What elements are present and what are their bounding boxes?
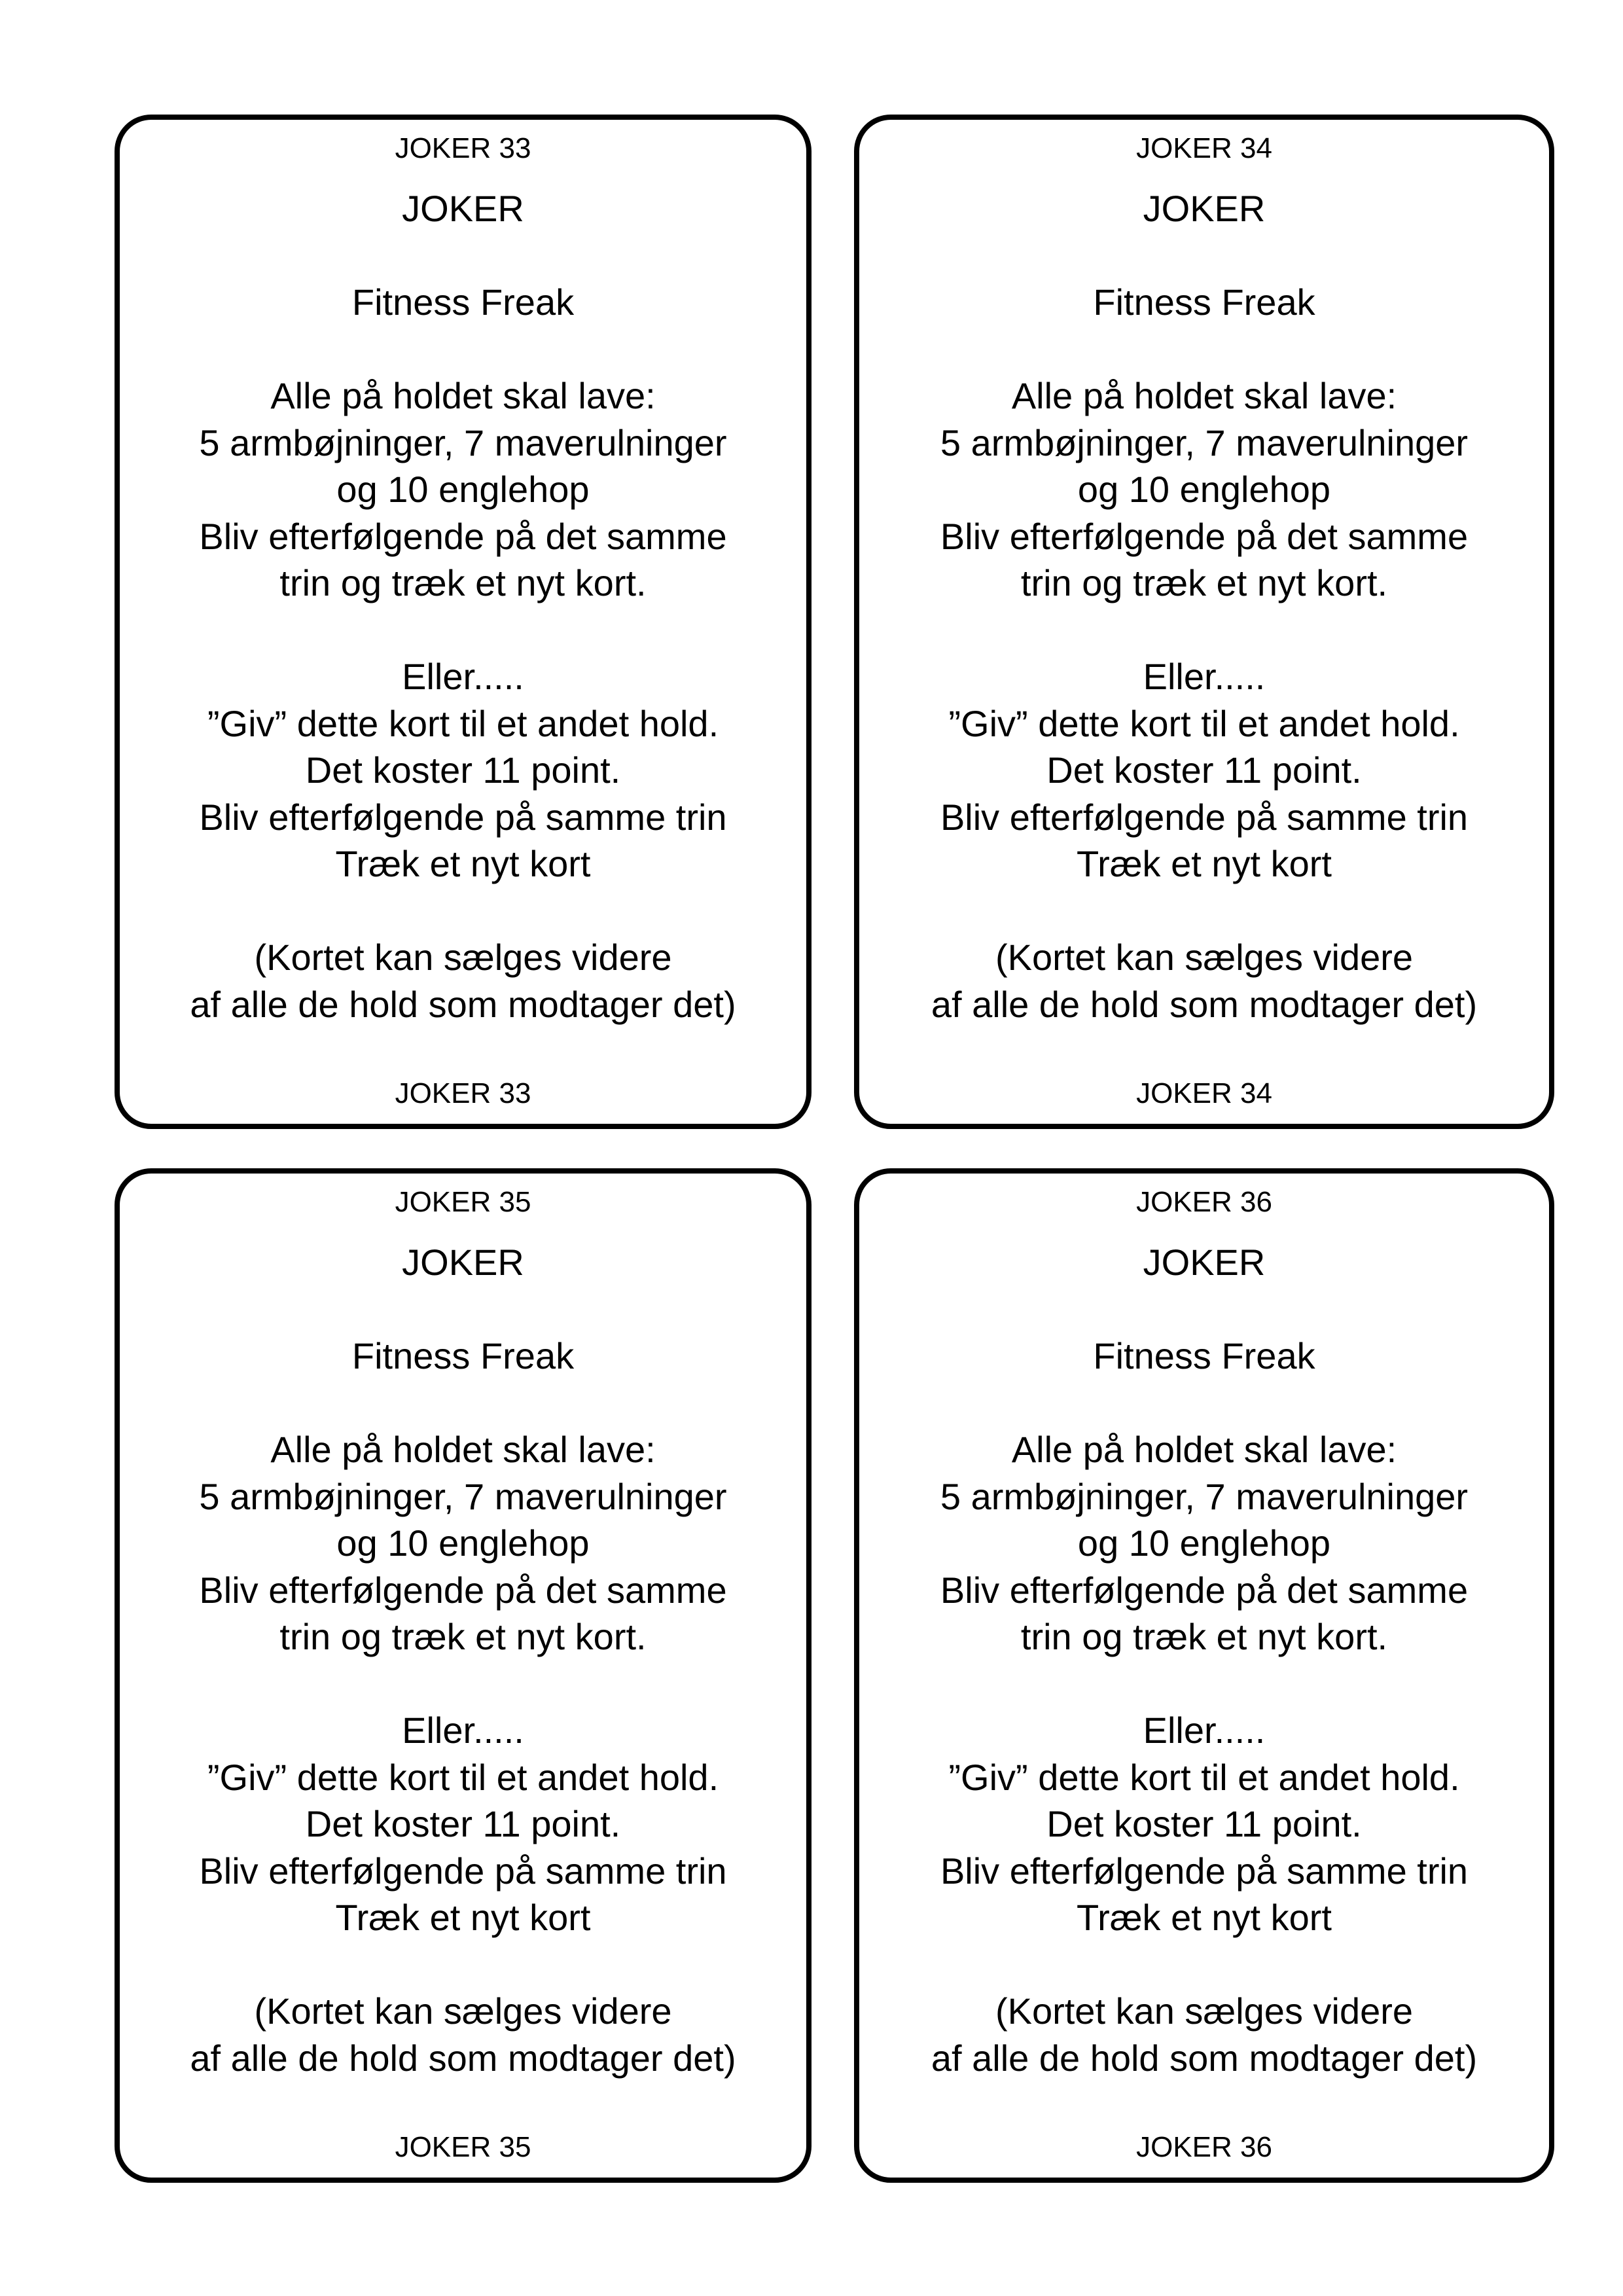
- joker-card: [115, 1168, 812, 2183]
- card-text-line: 5 armbøjninger, 7 maverulninger: [940, 422, 1469, 463]
- card-text-line: og 10 englehop: [1077, 1522, 1331, 1564]
- card-text-line: 5 armbøjninger, 7 maverulninger: [940, 1475, 1469, 1517]
- card-text-line: Træk et nyt kort: [1076, 843, 1332, 884]
- joker-card: [115, 115, 812, 1129]
- card-text-line: JOKER: [1143, 1242, 1266, 1283]
- card-text-line: JOKER: [402, 1242, 524, 1283]
- card-body: [859, 185, 1549, 1028]
- card-text-line: Bliv efterfølgende på samme trin: [940, 1850, 1469, 1892]
- card-text-line: JOKER: [402, 188, 524, 229]
- card-body: [120, 185, 806, 1028]
- blank-line: [120, 1941, 806, 1988]
- blank-line: [120, 326, 806, 373]
- card-text-line: ”Giv” dette kort til et andet hold.: [207, 702, 719, 744]
- joker-card: [854, 115, 1554, 1129]
- card-text-line: Det koster 11 point.: [305, 1803, 621, 1844]
- card-text-line: og 10 englehop: [336, 1522, 590, 1564]
- blank-line: [120, 1380, 806, 1427]
- card-text-line: trin og træk et nyt kort.: [1020, 1616, 1388, 1657]
- card-text-line: Bliv efterfølgende på samme trin: [199, 796, 727, 838]
- card-text-line: Bliv efterfølgende på det samme: [199, 515, 727, 557]
- card-text-line: ”Giv” dette kort til et andet hold.: [948, 1756, 1460, 1798]
- card-id-bottom: JOKER 36: [1136, 2131, 1272, 2163]
- blank-line: [859, 888, 1549, 935]
- card-text-line: Alle på holdet skal lave:: [270, 1429, 656, 1470]
- card-id-top: JOKER 36: [1136, 1186, 1272, 1218]
- card-text-line: ”Giv” dette kort til et andet hold.: [948, 702, 1460, 744]
- card-id-top: JOKER 33: [395, 132, 531, 164]
- card-text-line: af alle de hold som modtager det): [931, 2037, 1478, 2079]
- blank-line: [859, 1380, 1549, 1427]
- card-text-line: Eller.....: [402, 1710, 524, 1751]
- card-id-top: JOKER 34: [1136, 132, 1272, 164]
- blank-line: [859, 1286, 1549, 1333]
- blank-line: [859, 326, 1549, 373]
- card-id-bottom: JOKER 35: [395, 2131, 531, 2163]
- card-text-line: (Kortet kan sælges videre: [254, 1990, 672, 2032]
- blank-line: [120, 232, 806, 279]
- card-text-line: Eller.....: [1143, 656, 1266, 697]
- blank-line: [120, 607, 806, 654]
- card-text-line: Fitness Freak: [1093, 1335, 1315, 1376]
- card-text-line: Det koster 11 point.: [305, 749, 621, 791]
- card-text-line: (Kortet kan sælges videre: [995, 1990, 1414, 2032]
- card-text-line: Fitness Freak: [351, 281, 575, 323]
- card-body: [120, 1239, 806, 2081]
- card-text-line: af alle de hold som modtager det): [190, 983, 736, 1025]
- blank-line: [859, 1660, 1549, 1708]
- card-text-line: ”Giv” dette kort til et andet hold.: [207, 1756, 719, 1798]
- card-id-bottom: JOKER 34: [1136, 1077, 1272, 1109]
- card-text-line: Bliv efterfølgende på samme trin: [199, 1850, 727, 1892]
- blank-line: [120, 888, 806, 935]
- card-text-line: af alle de hold som modtager det): [931, 983, 1478, 1025]
- card-body: [859, 1239, 1549, 2081]
- card-text-line: Det koster 11 point.: [1046, 749, 1362, 791]
- card-text-line: Træk et nyt kort: [335, 843, 591, 884]
- card-text-line: Det koster 11 point.: [1046, 1803, 1362, 1844]
- card-text-line: Bliv efterfølgende på det samme: [940, 1569, 1469, 1611]
- card-text-line: (Kortet kan sælges videre: [995, 937, 1414, 978]
- card-text-line: Bliv efterfølgende på det samme: [199, 1569, 727, 1611]
- card-text-line: Træk et nyt kort: [1076, 1897, 1332, 1938]
- card-text-line: Fitness Freak: [351, 1335, 575, 1376]
- card-text-line: trin og træk et nyt kort.: [279, 562, 647, 603]
- card-text-line: Alle på holdet skal lave:: [1011, 1429, 1397, 1470]
- card-text-line: trin og træk et nyt kort.: [279, 1616, 647, 1657]
- joker-card: [854, 1168, 1554, 2183]
- blank-line: [120, 1660, 806, 1708]
- card-text-line: Alle på holdet skal lave:: [270, 375, 656, 416]
- card-text-line: Bliv efterfølgende på samme trin: [940, 796, 1469, 838]
- card-text-line: og 10 englehop: [1077, 469, 1331, 510]
- card-text-line: Træk et nyt kort: [335, 1897, 591, 1938]
- blank-line: [859, 607, 1549, 654]
- card-text-line: Alle på holdet skal lave:: [1011, 375, 1397, 416]
- card-text-line: Fitness Freak: [1093, 281, 1315, 323]
- card-text-line: Bliv efterfølgende på det samme: [940, 515, 1469, 557]
- card-text-line: JOKER: [1143, 188, 1266, 229]
- card-text-line: trin og træk et nyt kort.: [1020, 562, 1388, 603]
- card-text-line: 5 armbøjninger, 7 maverulninger: [199, 1475, 727, 1517]
- card-text-line: af alle de hold som modtager det): [190, 2037, 736, 2079]
- blank-line: [859, 232, 1549, 279]
- blank-line: [120, 1286, 806, 1333]
- card-text-line: Eller.....: [1143, 1710, 1266, 1751]
- card-text-line: 5 armbøjninger, 7 maverulninger: [199, 422, 727, 463]
- card-text-line: og 10 englehop: [336, 469, 590, 510]
- blank-line: [859, 1941, 1549, 1988]
- card-text-line: (Kortet kan sælges videre: [254, 937, 672, 978]
- card-text-line: Eller.....: [402, 656, 524, 697]
- card-id-bottom: JOKER 33: [395, 1077, 531, 1109]
- card-id-top: JOKER 35: [395, 1186, 531, 1218]
